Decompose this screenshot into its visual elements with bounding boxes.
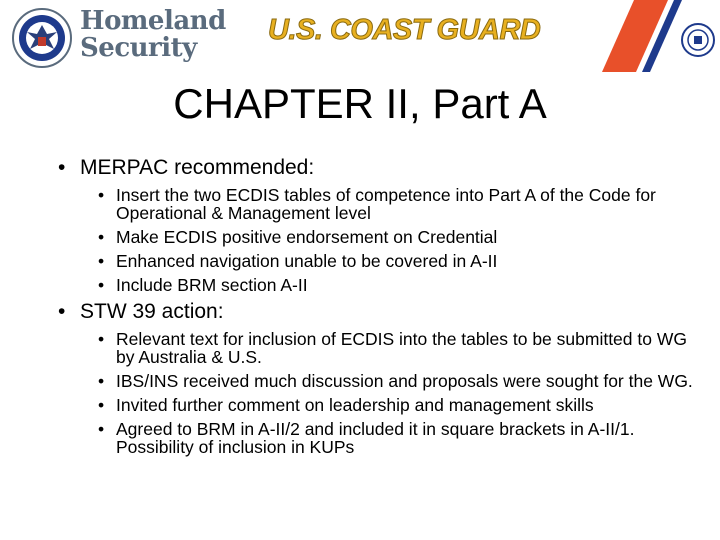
section-bullet — [58, 300, 698, 456]
dhs-seal-icon — [12, 8, 72, 68]
dhs-line2: Security — [80, 33, 197, 63]
sub-bullet-list — [98, 330, 698, 456]
section-bullet — [58, 156, 698, 294]
bullet-list — [58, 156, 698, 456]
section-heading: STW 39 action: — [80, 300, 224, 323]
section-heading: MERPAC recommended: — [80, 156, 315, 179]
sub-bullet: • Make ECDIS positive endorsement on Credential — [98, 228, 698, 246]
sub-bullet: • Invited further comment on leadership and management skills — [98, 396, 698, 414]
sub-bullet: • Insert the two ECDIS tables of competence into Part A of the Code for Operational & Management level — [98, 186, 698, 222]
sub-bullet: • Agreed to BRM in A-II/2 and included it in square brackets in A-II/1. Possibility of inclusion in KUPs — [98, 420, 698, 456]
uscg-racing-stripe-icon — [582, 0, 720, 72]
slide-title: CHAPTER II, Part A — [173, 80, 547, 127]
dhs-wordmark — [80, 8, 226, 62]
uscg-wordmark: U.S. COAST GUARD — [268, 14, 541, 46]
slide-body — [58, 156, 698, 462]
dhs-line1: Homeland — [80, 6, 226, 36]
slide-header — [0, 0, 720, 72]
sub-bullet: • IBS/INS received much discussion and proposals were sought for the WG. — [98, 372, 698, 390]
sub-bullet: • Include BRM section A-II — [98, 276, 698, 294]
sub-bullet: • Enhanced navigation unable to be covered in A-II — [98, 252, 698, 270]
sub-bullet-list — [98, 186, 698, 294]
sub-bullet: • Relevant text for inclusion of ECDIS into the tables to be submitted to WG by Australia & U.S. — [98, 330, 698, 366]
